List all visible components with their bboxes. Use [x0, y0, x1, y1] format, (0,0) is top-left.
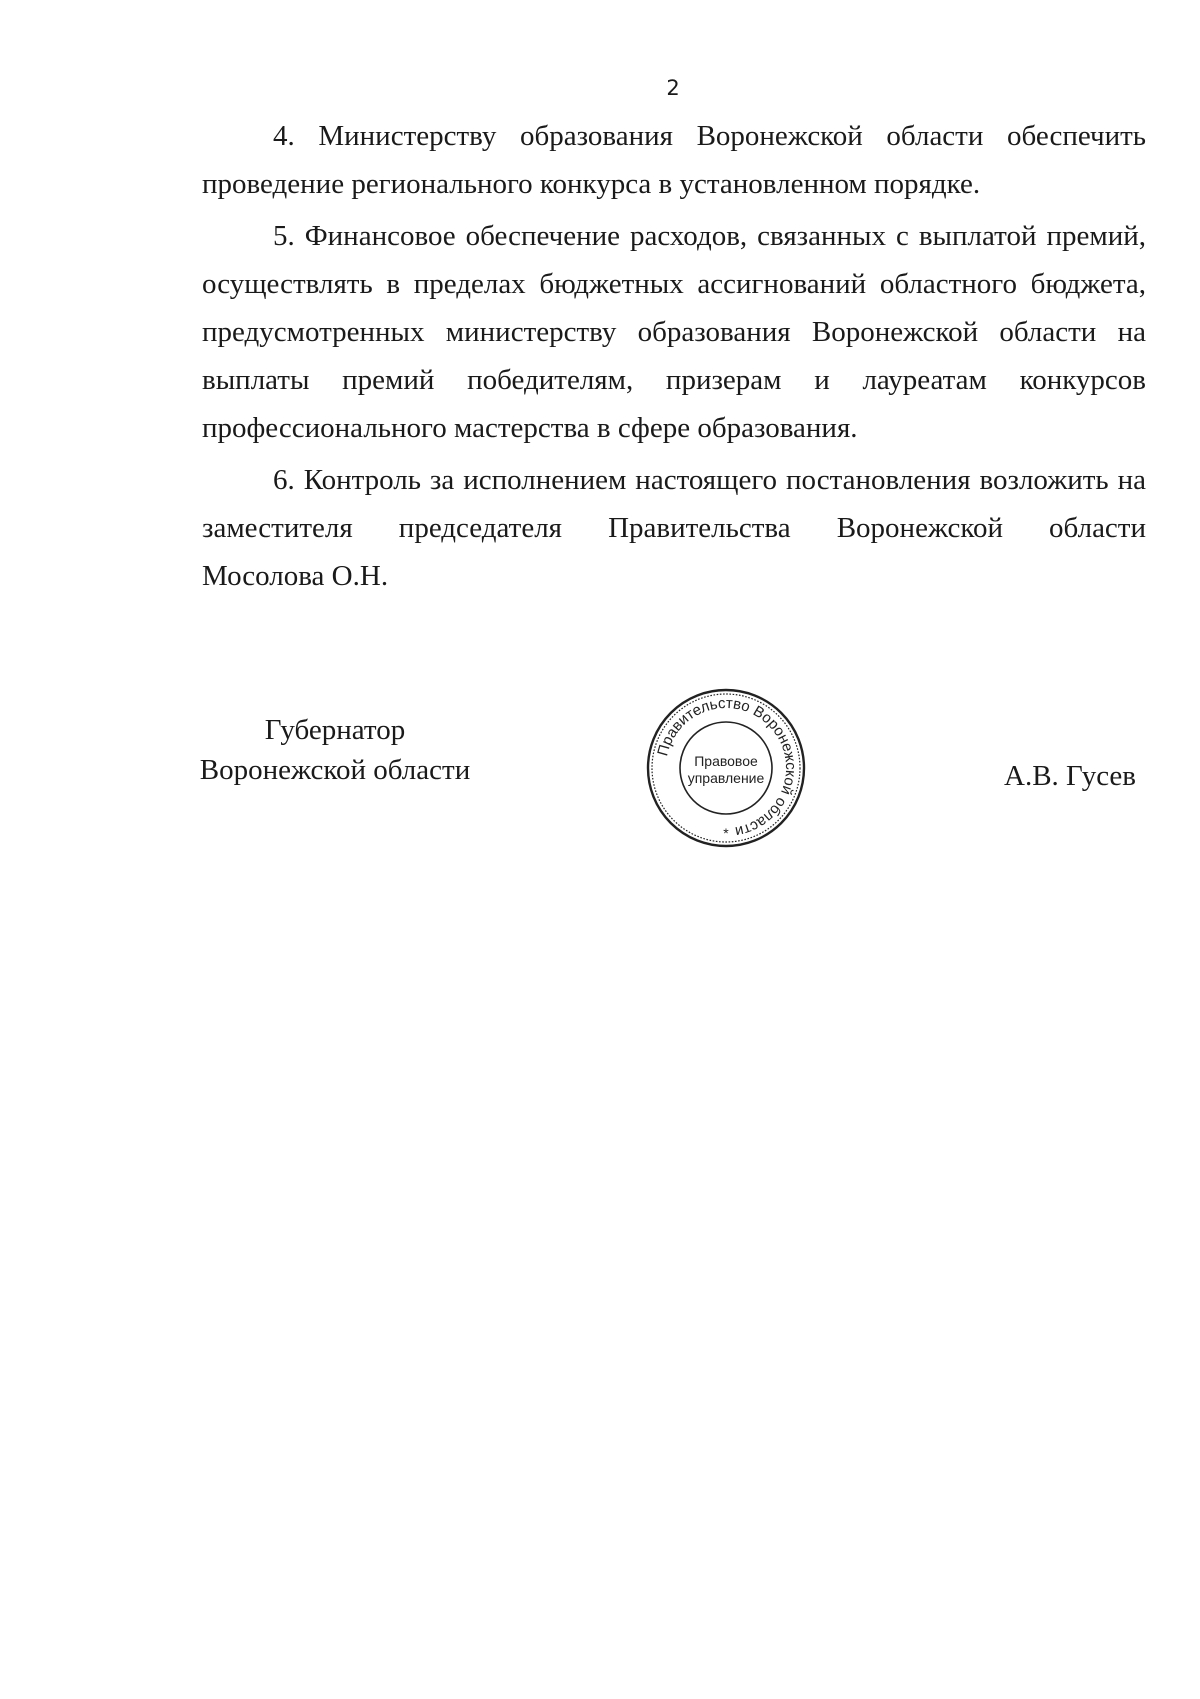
paragraph-5-line: выплаты премий победителям, призерам и лауреатам конкурсов — [202, 364, 1146, 396]
signatory-name: А.В. Гусев — [1004, 760, 1136, 792]
stamp-ring-text: Правительство Воронежской области — [654, 694, 800, 841]
paragraph-5 — [202, 212, 1146, 452]
paragraph-5-first-line: 5. Финансовое обеспечение расходов, связанных с выплатой премий, — [273, 220, 1146, 252]
stamp-star: * — [723, 825, 729, 841]
paragraph-6-line: Мосолова О.Н. — [202, 560, 389, 592]
paragraph-5-line: профессионального мастерства в сфере образования. — [202, 412, 858, 444]
paragraph-4 — [202, 112, 1146, 208]
paragraph-4-line: проведение регионального конкурса в установленном порядке. — [202, 168, 981, 200]
paragraph-4-first-line: 4. Министерству образования Воронежской области обеспечить — [273, 120, 1146, 152]
stamp-center-text: Правовое — [694, 753, 758, 769]
document-body — [202, 112, 1146, 604]
paragraph-6-first-line: 6. Контроль за исполнением настоящего постановления возложить на — [273, 464, 1146, 496]
signature-block — [0, 694, 1200, 870]
paragraph-5-line: осуществлять в пределах бюджетных ассигнований областного бюджета, — [202, 268, 1146, 300]
signatory-title-line: Губернатор — [264, 714, 406, 746]
page-number: 2 — [666, 76, 680, 100]
paragraph-5-line: предусмотренных министерству образования Воронежской области на — [202, 316, 1146, 348]
paragraph-6 — [202, 456, 1146, 600]
signatory-title — [198, 710, 472, 790]
official-stamp — [644, 686, 808, 850]
paragraph-6-line: заместителя председателя Правительства Воронежской области — [202, 512, 1146, 544]
signatory-title-line: Воронежской области — [199, 754, 471, 786]
stamp-center-text: управление — [687, 770, 765, 786]
